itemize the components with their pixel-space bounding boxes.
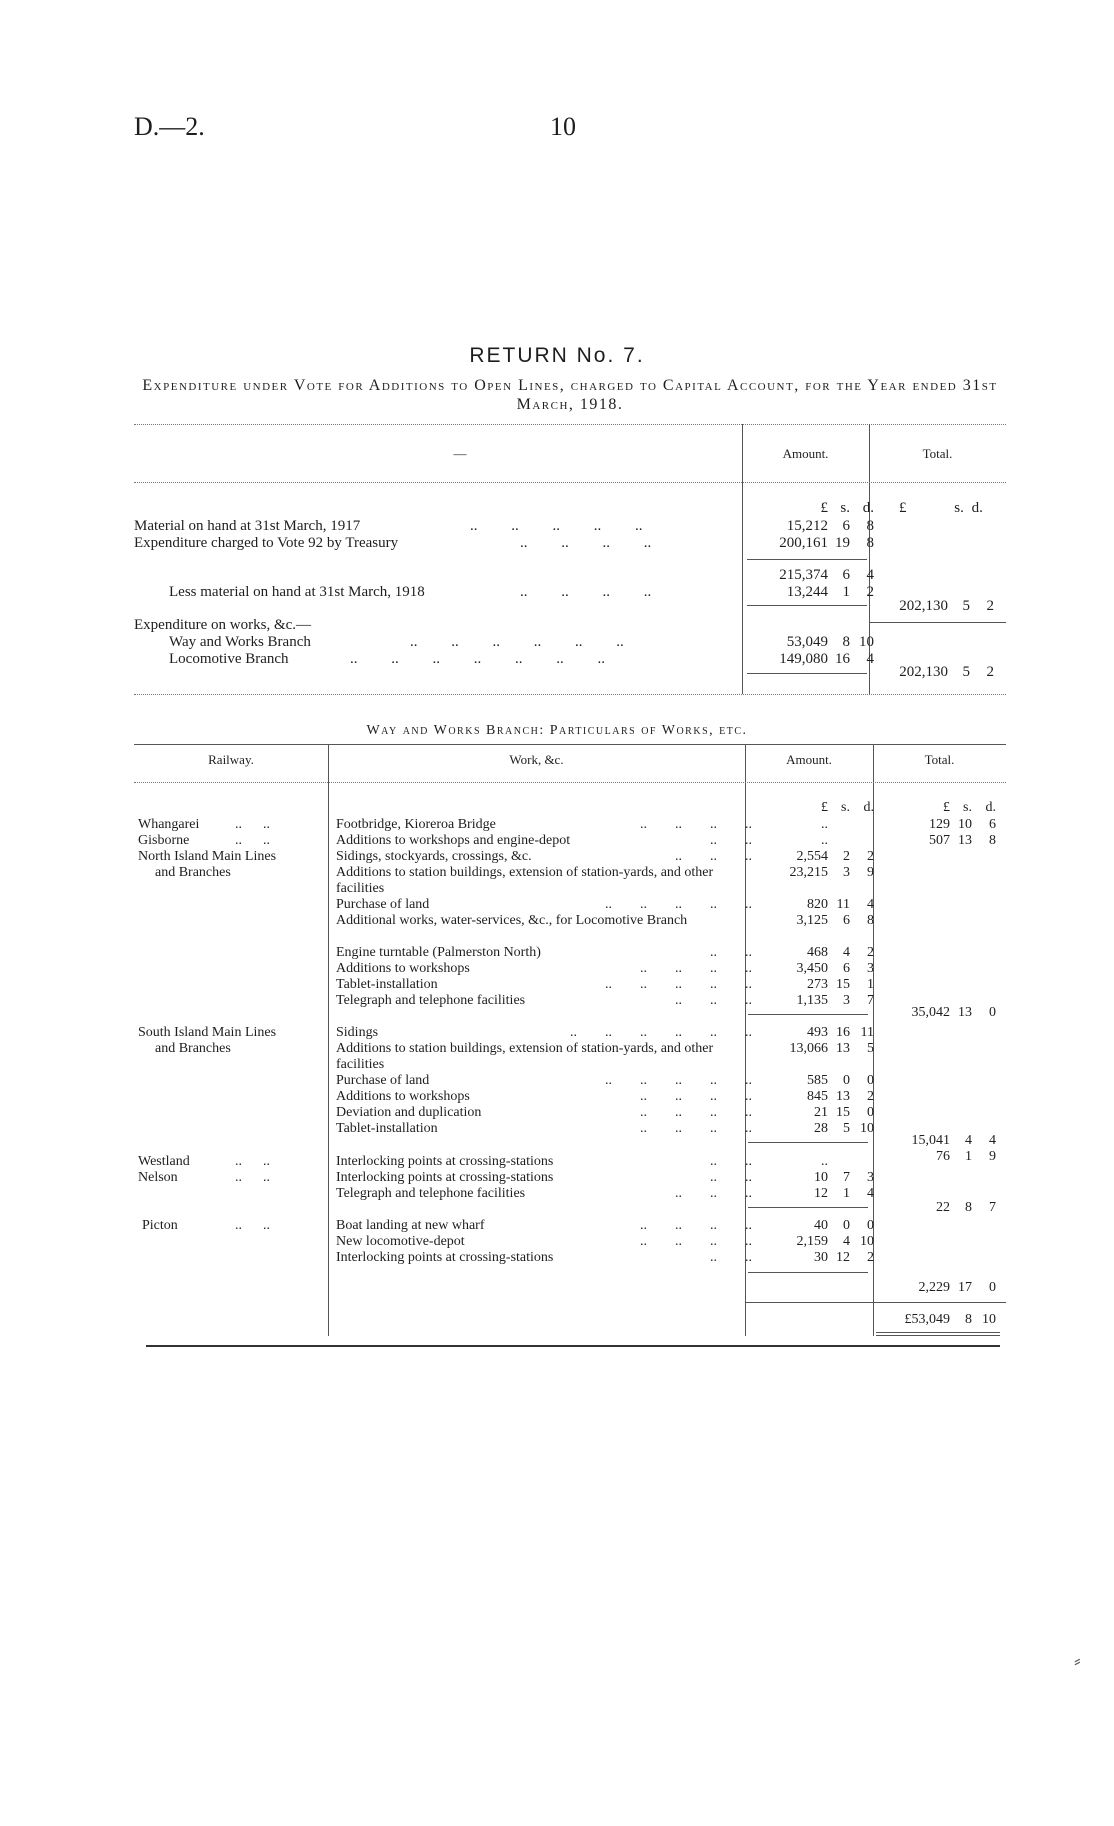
amount-subtotal: 215,374 6 4: [779, 567, 874, 583]
work-item: Telegraph and telephone facilities .. .. ..: [336, 993, 752, 1008]
work-item: Boat landing at new wharf .. .. .. ..: [336, 1218, 752, 1233]
total: 76 1 9: [936, 1149, 996, 1164]
total: 129 10 6: [929, 817, 996, 832]
column-header-amount: Amount.: [786, 752, 832, 767]
work-item: Purchase of land .. .. .. .. ..: [336, 897, 752, 912]
rule: [134, 424, 1006, 425]
amount: 21 15 0: [814, 1105, 874, 1120]
rule: [134, 482, 1006, 483]
railway-name: Gisborne: [138, 833, 190, 848]
sum-rule: [747, 673, 867, 674]
work-item: Tablet-installation .. .. .. .. ..: [336, 977, 752, 992]
row-label: Way and Works Branch: [169, 634, 311, 650]
work-item: Additions to workshops .. .. .. ..: [336, 1089, 752, 1104]
work-item: Additions to station buildings, extension of station-yards, and other facilities: [336, 1041, 714, 1072]
total: 202,130 5 2: [899, 664, 994, 680]
double-rule: [876, 1332, 1000, 1333]
column-header-work: Work, &c.: [509, 752, 564, 767]
sum-rule: [745, 1302, 1006, 1303]
column-header-railway: Railway.: [208, 752, 254, 767]
leader-dots: .. .. .. ..: [520, 535, 652, 551]
amount: 10 7 3: [814, 1170, 874, 1185]
leader-dots: .. .. .. .. ..: [470, 518, 643, 534]
rule: [134, 782, 1006, 783]
amount: 13,244 1 2: [786, 584, 874, 600]
amount: 845 13 2: [807, 1089, 874, 1104]
double-rule: [876, 1335, 1000, 1336]
row-label: Material on hand at 31st March, 1917: [134, 518, 361, 534]
row-label: Expenditure charged to Vote 92 by Treasury: [134, 535, 399, 551]
currency-header-amount: £ s. d.: [820, 500, 874, 516]
column-header-total: Total.: [922, 446, 953, 461]
currency-header-total: £ s. d.: [899, 500, 983, 516]
amount: 820 11 4: [807, 897, 874, 912]
total: 2,229 17 0: [918, 1280, 996, 1295]
page-number: 10: [550, 112, 576, 141]
work-item: Interlocking points at crossing-stations .. ..: [336, 1250, 752, 1265]
amount: ..: [821, 1154, 828, 1169]
amount: 200,161 19 8: [779, 535, 874, 551]
margin-mark: ⸗: [1074, 1650, 1081, 1672]
total: 15,041 4 4: [911, 1133, 996, 1148]
amount: 3,125 6 8: [796, 913, 874, 928]
currency-header-total: £ s. d.: [943, 800, 996, 815]
currency-header-amount: £ s. d.: [821, 800, 874, 815]
column-header-amount: Amount.: [782, 446, 829, 461]
section-title: Way and Works Branch: Particulars of Works, etc.: [366, 723, 748, 738]
amount: ..: [821, 833, 828, 848]
work-item: New locomotive-depot .. .. .. ..: [336, 1234, 752, 1249]
work-item: Additions to station buildings, extension of station-yards, and other facilities: [336, 865, 714, 896]
amount: 13,066 13 5: [789, 1041, 874, 1056]
railway-name: Westland: [138, 1154, 190, 1169]
amount: ..: [821, 817, 828, 832]
amount: 493 16 11: [807, 1025, 874, 1040]
amount: 1,135 3 7: [796, 993, 874, 1008]
leader-dots: .. ..: [235, 1154, 270, 1169]
return-subtitle: Expenditure under Vote for Additions to Open Lines, charged to Capital Account, for the Year ended 31st March, 1918.: [142, 377, 998, 413]
sum-rule: [869, 622, 1006, 623]
sum-rule: [747, 559, 867, 560]
amount: 3,450 6 3: [796, 961, 874, 976]
railway-name: Picton: [142, 1218, 178, 1233]
leader-dots: .. ..: [235, 1218, 270, 1233]
amount: 273 15 1: [807, 977, 874, 992]
work-item: Sidings, stockyards, crossings, &c. .. .. ..: [336, 849, 752, 864]
sum-rule: [748, 1142, 868, 1143]
railway-name: Nelson: [138, 1170, 178, 1185]
leader-dots: .. .. .. .. .. ..: [410, 634, 624, 650]
grand-total: £53,049 8 10: [904, 1312, 996, 1327]
amount: 2,554 2 2: [796, 849, 874, 864]
works-heading: Expenditure on works, &c.—: [134, 617, 312, 633]
total: 202,130 5 2: [899, 598, 994, 614]
sum-rule: [747, 605, 867, 606]
rule: [134, 744, 1006, 745]
railway-name: and Branches: [155, 1041, 231, 1056]
leader-dots: .. .. .. ..: [520, 584, 652, 600]
column-header-blank: —: [453, 446, 467, 461]
work-item: Engine turntable (Palmerston North) .. ..: [336, 945, 752, 960]
row-label: Less material on hand at 31st March, 1918: [169, 584, 425, 600]
work-item: Deviation and duplication .. .. .. ..: [336, 1105, 752, 1120]
work-item: Additions to workshops .. .. .. ..: [336, 961, 752, 976]
leader-dots: .. ..: [235, 1170, 270, 1185]
work-item: Interlocking points at crossing-stations .. ..: [336, 1170, 752, 1185]
sum-rule: [748, 1272, 868, 1273]
work-item: Telegraph and telephone facilities .. .. ..: [336, 1186, 752, 1201]
amount: 23,215 3 9: [789, 865, 874, 880]
rule: [134, 694, 1006, 695]
amount: 28 5 10: [814, 1121, 874, 1136]
railway-name: South Island Main Lines: [138, 1025, 277, 1040]
return-title: RETURN No. 7.: [469, 344, 645, 367]
leader-dots: .. ..: [235, 817, 270, 832]
table-bottom-rule: [146, 1345, 1000, 1347]
amount: 585 0 0: [807, 1073, 874, 1088]
row-label: Locomotive Branch: [169, 651, 289, 667]
total: 35,042 13 0: [911, 1005, 996, 1020]
work-item: Sidings .. .. .. .. .. ..: [336, 1025, 752, 1040]
work-item: Interlocking points at crossing-stations .. ..: [336, 1154, 752, 1169]
amount: 30 12 2: [814, 1250, 874, 1265]
amount: 40 0 0: [814, 1218, 874, 1233]
amount: 53,049 8 10: [786, 634, 874, 650]
work-item: Footbridge, Kioreroa Bridge .. .. .. ..: [336, 817, 752, 832]
column-divider: [328, 744, 329, 1336]
railway-name: and Branches: [155, 865, 231, 880]
leader-dots: .. .. .. .. .. .. ..: [350, 651, 605, 667]
leader-dots: .. ..: [235, 833, 270, 848]
work-item: Tablet-installation .. .. .. ..: [336, 1121, 752, 1136]
railway-name: Whangarei: [138, 817, 200, 832]
railway-name: North Island Main Lines: [138, 849, 277, 864]
sum-rule: [748, 1014, 868, 1015]
amount: 2,159 4 10: [796, 1234, 874, 1249]
work-item: Additional works, water-services, &c., for Locomotive Branch: [336, 913, 688, 928]
amount: 468 4 2: [807, 945, 874, 960]
amount: 15,212 6 8: [786, 518, 874, 534]
document-reference: D.—2.: [134, 112, 205, 141]
work-item: Additions to workshops and engine-depot .. ..: [336, 833, 752, 848]
total: 507 13 8: [929, 833, 996, 848]
total: 22 8 7: [936, 1200, 996, 1215]
amount: 149,080 16 4: [779, 651, 874, 667]
sum-rule: [748, 1207, 868, 1208]
work-item: Purchase of land .. .. .. .. ..: [336, 1073, 752, 1088]
column-header-total: Total.: [924, 752, 955, 767]
amount: 12 1 4: [814, 1186, 874, 1201]
